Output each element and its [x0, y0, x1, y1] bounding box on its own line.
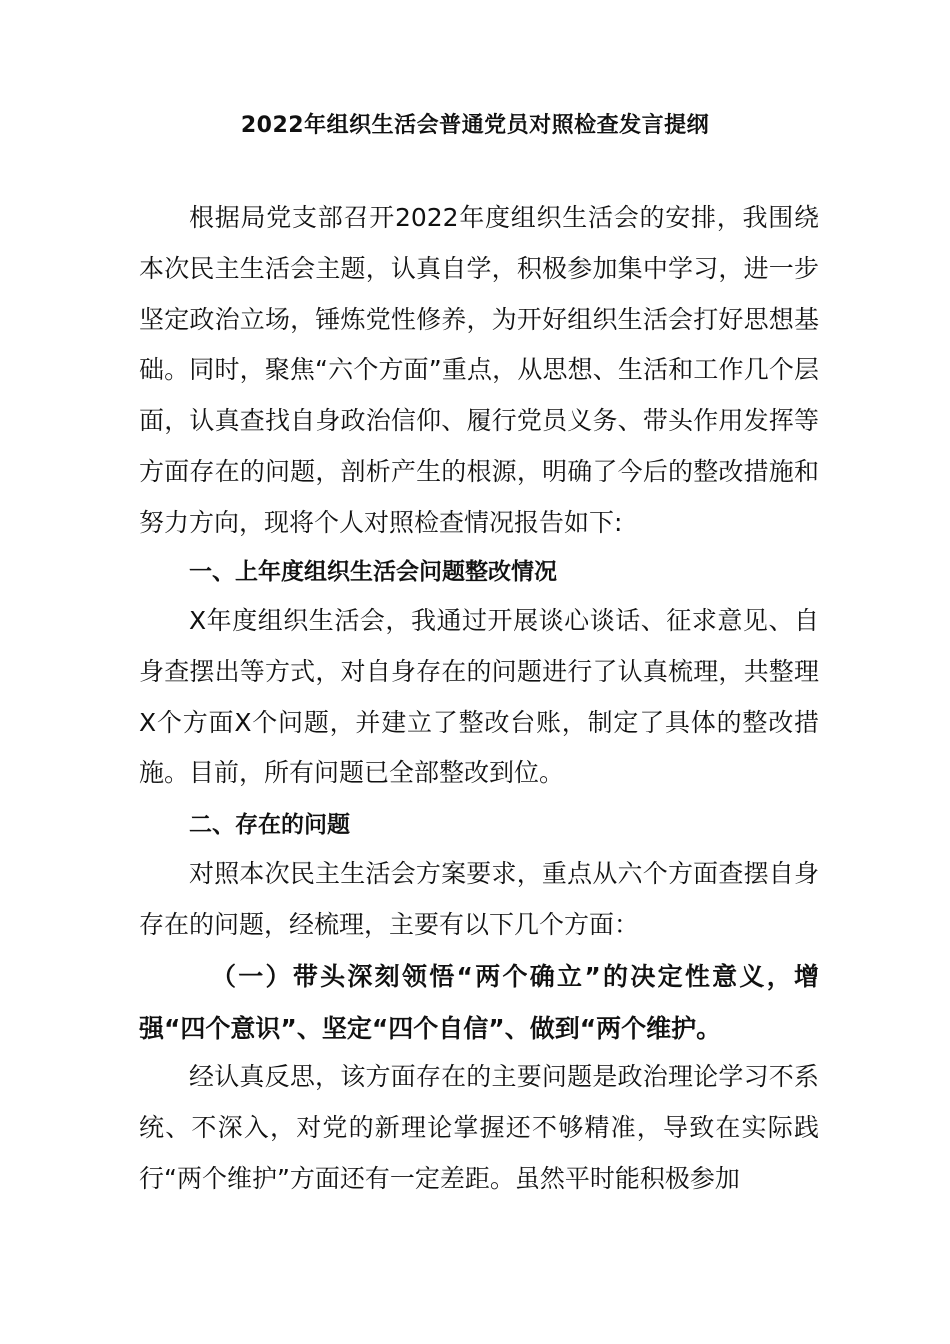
subsection-1-paragraph: 经认真反思，该方面存在的主要问题是政治理论学习不系统、不深入，对党的新理论掌握还不够精准，导致在实际践行“两个维护”方面还有一定差距。虽然平时能积极参加	[139, 1062, 819, 1193]
section-2-paragraph: 对照本次民主生活会方案要求，重点从六个方面查摆自身存在的问题，经梳理，主要有以下几个方面：	[139, 859, 819, 939]
document-title: 2022年组织生活会普通党员对照检查发言提纲	[240, 113, 710, 138]
section-2-heading: 二、存在的问题	[189, 812, 350, 838]
section-1-heading: 一、上年度组织生活会问题整改情况	[189, 559, 557, 585]
subsection-1-heading: （一）带头深刻领悟“两个确立”的决定性意义，增强“四个意识”、坚定“四个自信”、做到“两个维护。	[139, 962, 819, 1043]
intro-paragraph: 根据局党支部召开2022年度组织生活会的安排，我围绕本次民主生活会主题，认真自学，积极参加集中学习，进一步坚定政治立场，锤炼党性修养，为开好组织生活会打好思想基础。同时，聚焦“六个方面”重点，从思想、生活和工作几个层面，认真查找自身政治信仰、履行党员义务、带头作用发挥等方面存在的问题，剖析产生的根源，明确了今后的整改措施和努力方向，现将个人对照检查情况报告如下:	[139, 203, 819, 537]
section-1-paragraph: X年度组织生活会，我通过开展谈心谈话、征求意见、自身查摆出等方式，对自身存在的问题进行了认真梳理，共整理X个方面X个问题，并建立了整改台账，制定了具体的整改措施。目前，所有问题已全部整改到位。	[139, 606, 819, 788]
